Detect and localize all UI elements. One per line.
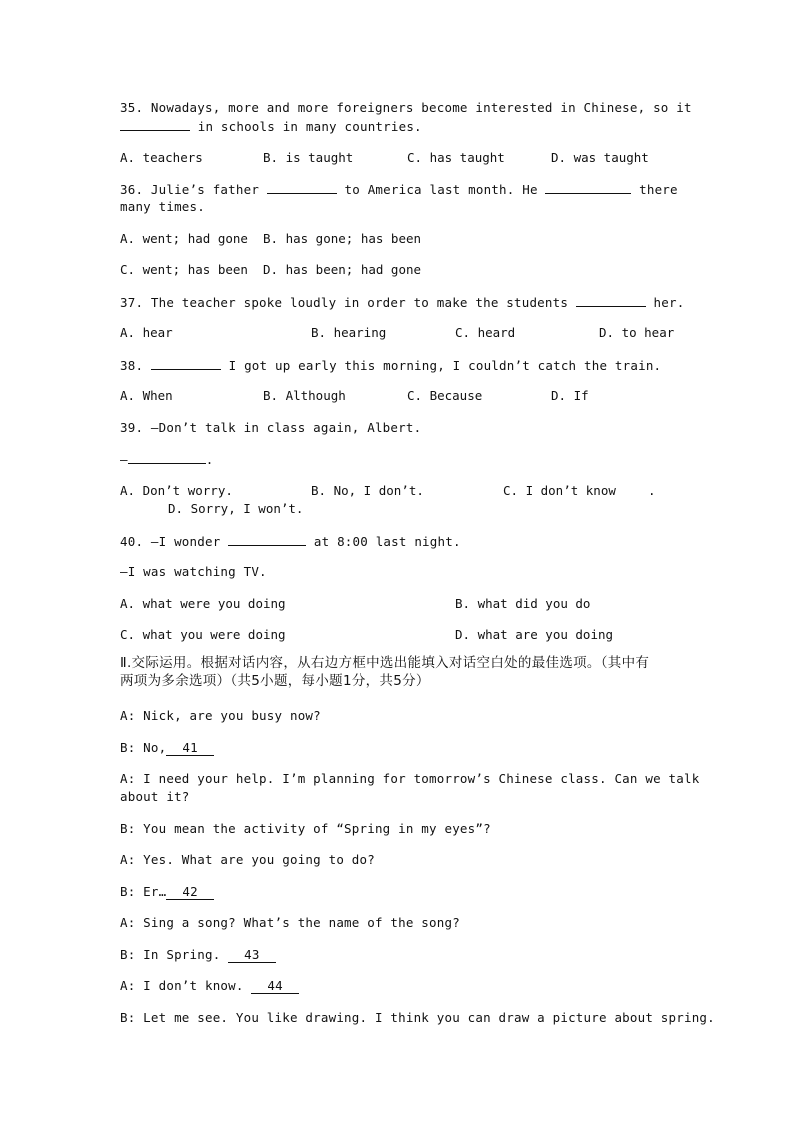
q39-option-b: B. No, I don’t. [311,483,424,498]
q36-option-c: C. went; has been [120,262,248,277]
blank-44: 44 [251,979,298,994]
q39-option-a: A. Don’t worry. [120,483,233,498]
q37-line [120,293,684,312]
q38-option-d: D. If [551,388,589,403]
dialog-a5 [120,977,299,995]
q35-option-a: A. teachers [120,150,203,165]
section2-instruction-line1: Ⅱ.交际运用。根据对话内容，从右边方框中选出能填入对话空白处的最佳选项。（其中有 [120,655,650,671]
dialog-a2-line2: about it? [120,789,190,804]
dialog-a5-head: A: I don’t know. [120,978,252,993]
q35-option-b: B. is taught [263,150,354,165]
dialog-a3: A: Yes. What are you going to do? [120,852,375,867]
blank-43: 43 [228,948,275,963]
answer-blank [576,293,646,307]
q36-option-a: A. went; had gone [120,231,248,246]
q36-line2: many times. [120,199,205,214]
section2-instruction-line2: 两项为多余选项）（共5小题，每小题1分，共5分） [120,673,430,689]
q40-tail: at 8:00 last night. [306,534,461,549]
q39-line2 [120,450,213,469]
q37-option-d: D. to hear [599,325,675,340]
q37-option-a: A. hear [120,325,173,340]
q39-period: . [205,452,214,467]
blank-42: 42 [166,885,213,900]
dialog-b4-head: B: In Spring. [120,947,229,962]
q40-option-a: A. what were you doing [120,596,286,611]
q37-tail: her. [645,295,685,310]
q40-head: 40. —I wonder [120,534,229,549]
dialog-b2: B: You mean the activity of “Spring in my eyes”? [120,821,491,836]
answer-blank [228,532,306,546]
q36-head: 36. Julie’s father [120,182,267,197]
q38-option-a: A. When [120,388,173,403]
q39-option-c: C. I don’t know [503,483,616,498]
dialog-a1: A: Nick, are you busy now? [120,708,321,723]
dialog-b1 [120,739,214,757]
q39-dash: — [120,452,128,467]
answer-blank [151,356,221,370]
q36-tail: there [631,182,678,197]
q40-option-b: B. what did you do [455,596,591,611]
q38-option-b: B. Although [263,388,346,403]
dialog-b3-head: B: Er… [120,884,167,899]
q40-option-c: C. what you were doing [120,627,286,642]
dialog-b1-head: B: No, [120,740,167,755]
q37-head: 37. The teacher spoke loudly in order to make the students [120,295,576,310]
q37-option-c: C. heard [455,325,516,340]
q35-line2-text: in schools in many countries. [190,119,422,134]
q38-option-c: C. Because [407,388,483,403]
q35-option-c: C. has taught [407,150,505,165]
q35-line2 [120,117,422,136]
q40-line1 [120,532,461,551]
q39-option-d: D. Sorry, I won’t. [168,501,304,516]
dialog-a2-line1: A: I need your help. I’m planning for tomorrow’s Chinese class. Can we talk [120,771,700,786]
q39-line1: 39. —Don’t talk in class again, Albert. [120,420,422,435]
q36-line1 [120,180,678,199]
q40-option-d: D. what are you doing [455,627,614,642]
dialog-b4 [120,946,276,964]
q36-mid: to America last month. He [336,182,546,197]
q38-head: 38. [120,358,151,373]
answer-blank [120,117,190,131]
answer-blank [128,450,206,464]
q40-line2: —I was watching TV. [120,564,267,579]
dialog-a4: A: Sing a song? What’s the name of the song? [120,915,460,930]
blank-41: 41 [166,741,213,756]
q38-tail: I got up early this morning, I couldn’t catch the train. [220,358,662,373]
q36-option-d: D. has been; had gone [263,262,422,277]
q36-option-b: B. has gone; has been [263,231,422,246]
q39-stray-period: . [648,483,656,498]
q35-option-d: D. was taught [551,150,649,165]
q35-line1: 35. Nowadays, more and more foreigners become interested in Chinese, so it [120,100,692,115]
answer-blank [267,180,337,194]
answer-blank [545,180,631,194]
dialog-b3 [120,883,214,901]
q37-option-b: B. hearing [311,325,387,340]
dialog-b5: B: Let me see. You like drawing. I think you can draw a picture about spring. [120,1010,715,1025]
q38-line [120,356,661,375]
